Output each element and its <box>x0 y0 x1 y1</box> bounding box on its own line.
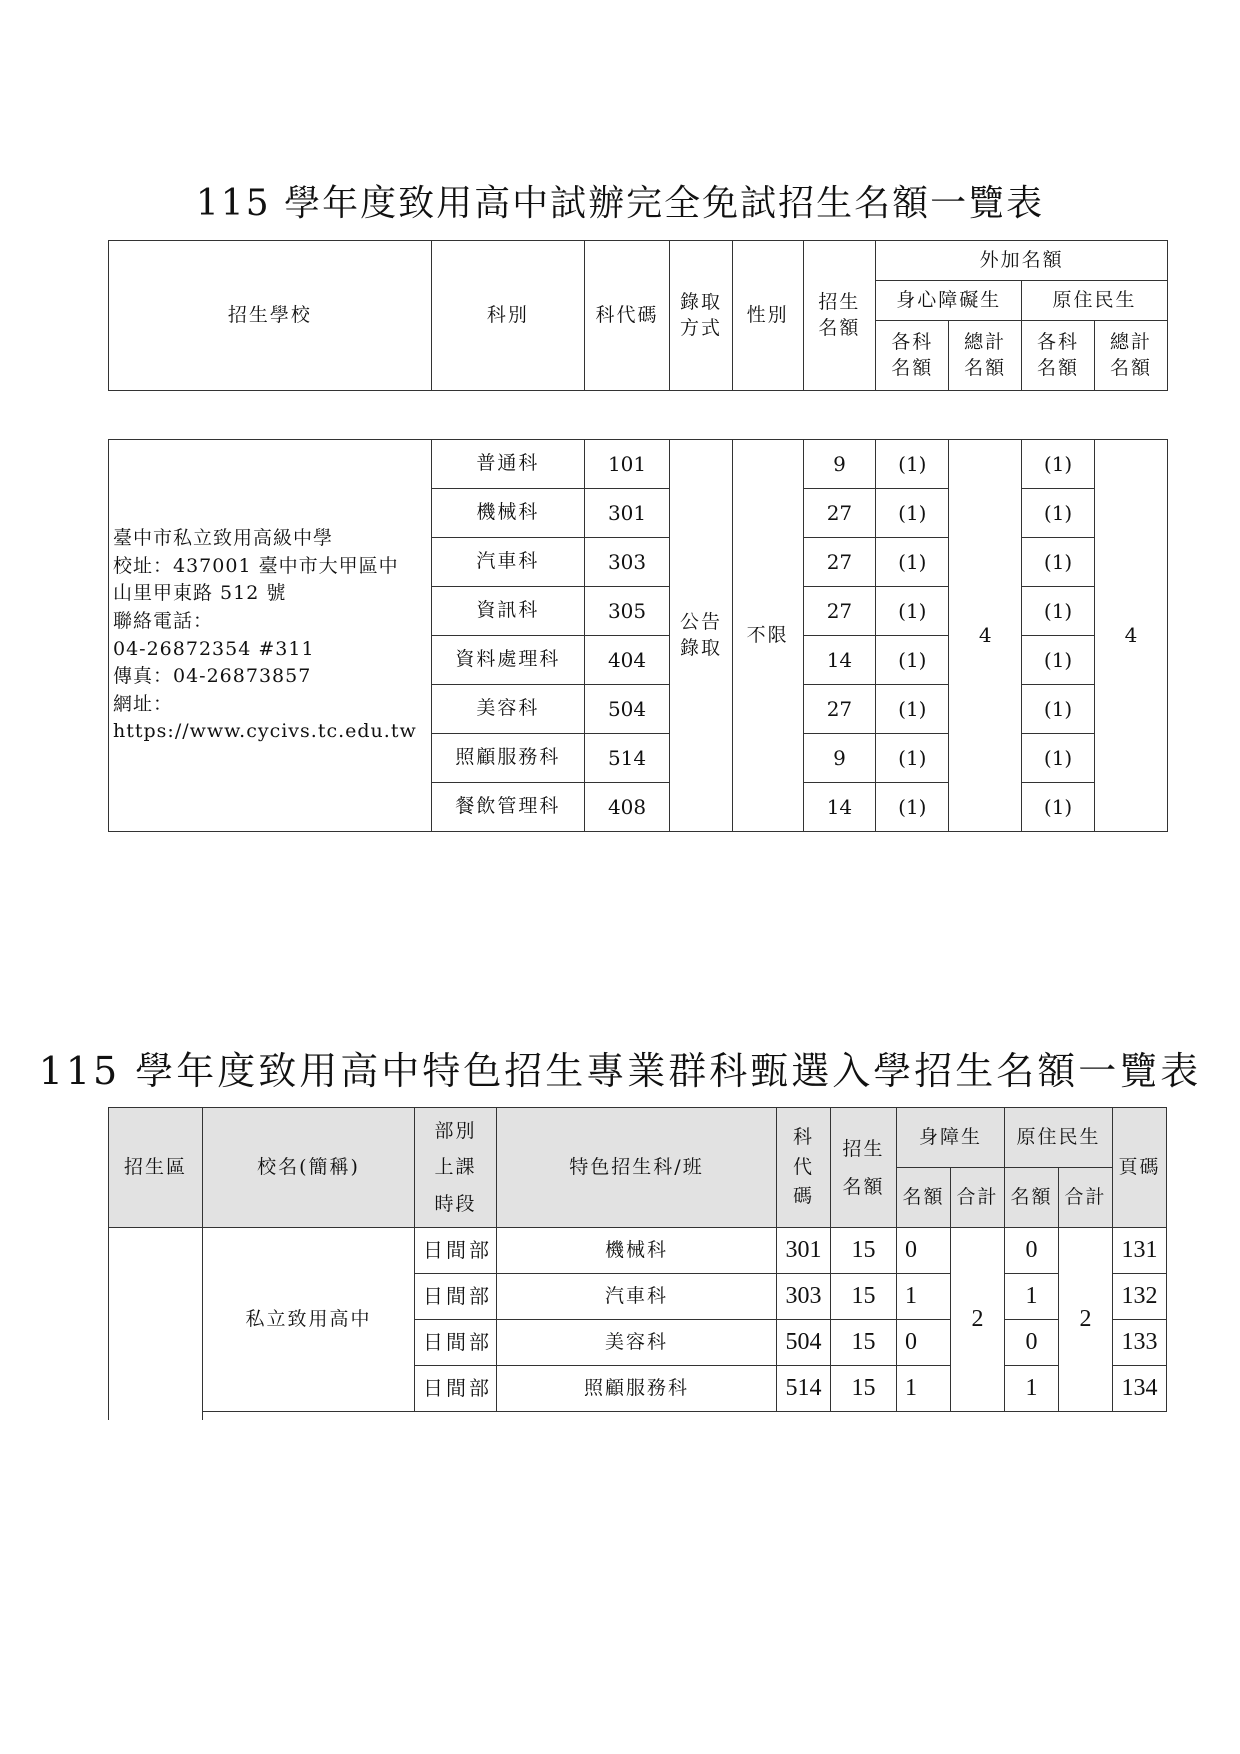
disabled-count-cell: 1 <box>897 1274 951 1320</box>
quota-cell: 27 <box>803 685 876 734</box>
header-code: 科 代 碼 <box>777 1108 831 1228</box>
header-disabled-sum: 合計 <box>951 1168 1005 1228</box>
header-disabled-total: 總計 名額 <box>949 321 1022 391</box>
quota-cell: 15 <box>831 1366 897 1412</box>
indigenous-count-cell: 0 <box>1005 1320 1059 1366</box>
header-disabled: 身障生 <box>897 1108 1005 1168</box>
session-cell: 日間部 <box>415 1228 497 1274</box>
header-gender: 性別 <box>732 241 803 391</box>
code-cell: 408 <box>584 783 669 832</box>
header-session: 部別 上課 時段 <box>415 1108 497 1228</box>
indigenous-cell: (1) <box>1022 587 1095 636</box>
code-cell: 301 <box>777 1228 831 1274</box>
quota-cell: 27 <box>803 489 876 538</box>
quota-cell: 9 <box>803 440 876 489</box>
indigenous-count-cell: 1 <box>1005 1366 1059 1412</box>
quota-cell: 15 <box>831 1320 897 1366</box>
header-indigenous: 原住民生 <box>1022 281 1168 321</box>
header-disabled-count: 名額 <box>897 1168 951 1228</box>
header-school-short: 校名(簡稱) <box>203 1108 415 1228</box>
disabled-cell: (1) <box>876 685 949 734</box>
dept-cell: 機械科 <box>431 489 584 538</box>
code-cell: 514 <box>777 1366 831 1412</box>
quota-cell: 27 <box>803 587 876 636</box>
code-cell: 514 <box>584 734 669 783</box>
disabled-cell: (1) <box>876 783 949 832</box>
quota-cell: 15 <box>831 1228 897 1274</box>
table-row <box>109 1228 1167 1274</box>
program-cell: 照顧服務科 <box>497 1366 777 1412</box>
dept-cell: 美容科 <box>431 685 584 734</box>
code-cell: 504 <box>777 1320 831 1366</box>
disabled-cell: (1) <box>876 734 949 783</box>
disabled-cell: (1) <box>876 587 949 636</box>
special-admission-quota-table <box>108 1107 1167 1420</box>
session-cell: 日間部 <box>415 1274 497 1320</box>
page-cell: 131 <box>1113 1228 1167 1274</box>
table-row <box>109 440 1168 489</box>
dept-cell: 餐飲管理科 <box>431 783 584 832</box>
code-cell: 504 <box>584 685 669 734</box>
school-name-cell: 私立致用高中 <box>203 1228 415 1412</box>
header-region: 招生區 <box>109 1108 203 1228</box>
program-cell: 汽車科 <box>497 1274 777 1320</box>
code-cell: 303 <box>584 538 669 587</box>
quota-cell: 27 <box>803 538 876 587</box>
quota-cell: 9 <box>803 734 876 783</box>
header-admission-method: 錄取 方式 <box>670 241 732 391</box>
code-cell: 301 <box>584 489 669 538</box>
dept-cell: 汽車科 <box>431 538 584 587</box>
disabled-cell: (1) <box>876 636 949 685</box>
indigenous-cell: (1) <box>1022 440 1095 489</box>
header-disabled-each: 各科 名額 <box>876 321 949 391</box>
code-cell: 101 <box>584 440 669 489</box>
code-cell: 404 <box>584 636 669 685</box>
disabled-cell: (1) <box>876 538 949 587</box>
indigenous-sum-cell: 2 <box>1059 1228 1113 1412</box>
indigenous-count-cell: 1 <box>1005 1274 1059 1320</box>
header-program: 特色招生科/班 <box>497 1108 777 1228</box>
program-cell: 美容科 <box>497 1320 777 1366</box>
quota-cell: 15 <box>831 1274 897 1320</box>
dept-cell: 資料處理科 <box>431 636 584 685</box>
header-indigenous: 原住民生 <box>1005 1108 1113 1168</box>
code-cell: 303 <box>777 1274 831 1320</box>
header-indigenous-each: 各科 名額 <box>1022 321 1095 391</box>
page-cell: 133 <box>1113 1320 1167 1366</box>
table1-title: 115 學年度致用高中試辦完全免試招生名額一覽表 <box>195 183 1045 224</box>
header-indigenous-total: 總計 名額 <box>1095 321 1168 391</box>
header-school: 招生學校 <box>109 241 432 391</box>
indigenous-cell: (1) <box>1022 734 1095 783</box>
header-indigenous-sum: 合計 <box>1059 1168 1113 1228</box>
indigenous-cell: (1) <box>1022 685 1095 734</box>
header-extra-quota: 外加名額 <box>876 241 1168 281</box>
disabled-total-cell: 4 <box>949 440 1022 832</box>
disabled-count-cell: 0 <box>897 1320 951 1366</box>
session-cell: 日間部 <box>415 1320 497 1366</box>
code-cell: 305 <box>584 587 669 636</box>
header-quota: 招生 名額 <box>803 241 876 391</box>
indigenous-cell: (1) <box>1022 636 1095 685</box>
table2-title: 115 學年度致用高中特色招生專業群科甄選入學招生名額一覽表 <box>38 1049 1202 1093</box>
header-quota: 招生 名額 <box>831 1108 897 1228</box>
table-row-cutoff <box>109 1412 1167 1421</box>
disabled-sum-cell: 2 <box>951 1228 1005 1412</box>
header-indigenous-count: 名額 <box>1005 1168 1059 1228</box>
disabled-cell: (1) <box>876 440 949 489</box>
quota-cell: 14 <box>803 783 876 832</box>
school-contact-info: 臺中市私立致用高級中學 校址：437001 臺中市大甲區中 山里甲東路 512 號 聯絡電話： 04-26872354 #311 傳真：04-26873857 網址： https://www.cycivs.tc.edu.tw <box>109 440 432 832</box>
indigenous-cell: (1) <box>1022 783 1095 832</box>
header-dept: 科別 <box>431 241 584 391</box>
disabled-cell: (1) <box>876 489 949 538</box>
dept-cell: 照顧服務科 <box>431 734 584 783</box>
dept-cell: 普通科 <box>431 440 584 489</box>
program-cell: 機械科 <box>497 1228 777 1274</box>
header-page: 頁碼 <box>1113 1108 1167 1228</box>
indigenous-count-cell: 0 <box>1005 1228 1059 1274</box>
indigenous-cell: (1) <box>1022 489 1095 538</box>
indigenous-total-cell: 4 <box>1095 440 1168 832</box>
gender-cell: 不限 <box>732 440 803 832</box>
free-admission-quota-table <box>108 240 1168 832</box>
header-disabled: 身心障礙生 <box>876 281 1022 321</box>
dept-cell: 資訊科 <box>431 587 584 636</box>
indigenous-cell: (1) <box>1022 538 1095 587</box>
page-cell: 134 <box>1113 1366 1167 1412</box>
admission-method-cell: 公告 錄取 <box>670 440 732 832</box>
header-code: 科代碼 <box>584 241 669 391</box>
region-cell <box>109 1228 203 1421</box>
session-cell: 日間部 <box>415 1366 497 1412</box>
disabled-count-cell: 1 <box>897 1366 951 1412</box>
page-cell: 132 <box>1113 1274 1167 1320</box>
quota-cell: 14 <box>803 636 876 685</box>
disabled-count-cell: 0 <box>897 1228 951 1274</box>
